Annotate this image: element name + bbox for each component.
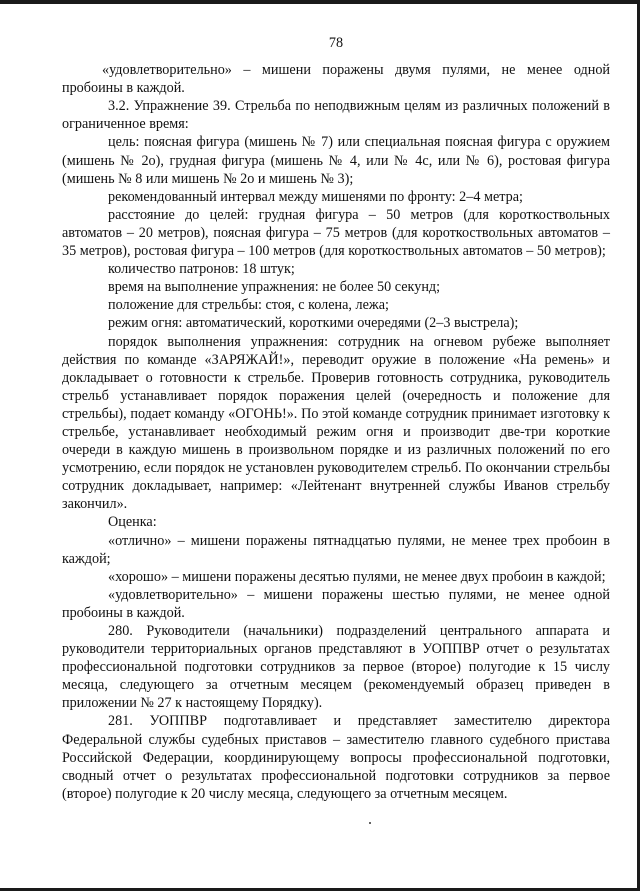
scan-speck	[369, 822, 371, 824]
paragraph: цель: поясная фигура (мишень № 7) или специальная поясная фигура с оружием (мишень № 2о), грудная фигура (мишень № 4, или № 4с, или № 6), ростовая фигура (мишень № 8 или мишень № 2о и мишень № 3);	[62, 134, 610, 187]
document-page	[62, 34, 610, 803]
paragraph: Оценка:	[108, 514, 157, 531]
paragraph: 280. Руководители (начальники) подразделений центрального аппарата и руководители территориальных органов представляют в УОППВР отчет о результатах профессиональной подготовки сотрудников за первое (второе) полугодие к 15 числу месяца, следующего за отчетным месяцем (рекомендуемый образец приведен в приложении № 27 к настоящему Порядку).	[62, 623, 610, 712]
paragraph: 3.2. Упражнение 39. Стрельба по неподвижным целям из различных положений в ограниченное время:	[62, 98, 610, 133]
scan-edge-top	[0, 0, 640, 4]
paragraph: «удовлетворительно» – мишени поражены шестью пулями, не менее одной пробоины в каждой.	[62, 586, 610, 621]
page-number: 78	[328, 35, 344, 51]
paragraph: время на выполнение упражнения: не более 50 секунд;	[108, 279, 441, 296]
paragraph: рекомендованный интервал между мишенями по фронту: 2–4 метра;	[108, 188, 523, 205]
paragraph: «отлично» – мишени поражены пятнадцатью пулями, не менее трех пробоин в каждой;	[62, 532, 610, 567]
paragraph: «хорошо» – мишени поражены десятью пулями, не менее двух пробоин в каждой;	[108, 568, 606, 585]
paragraph: положение для стрельбы: стоя, с колена, лежа;	[108, 297, 389, 314]
paragraph: расстояние до целей: грудная фигура – 50 метров (для короткоствольных автоматов – 20 метров), поясная фигура – 75 метров (для короткоствольных автоматов – 35 метров), ростовая фигура – 100 метров (для короткоствольных автоматов – 50 метров);	[62, 206, 610, 260]
paragraph: режим огня: автоматический, короткими очередями (2–3 выстрела);	[108, 315, 519, 332]
paragraph: количество патронов: 18 штук;	[108, 261, 295, 278]
paragraph: 281. УОППВР подготавливает и представляет заместителю директора Федеральной службы судебных приставов – заместителю главного судебного пристава Российской Федерации, координирующему вопросы профессиональной подготовки, сводный отчет о результатах профессиональной подготовки сотрудников за первое (второе) полугодие к 20 числу месяца, следующего за отчетным месяцем.	[62, 713, 610, 802]
paragraph: «удовлетворительно» – мишени поражены двумя пулями, не менее одной пробоины в каждой.	[62, 62, 610, 97]
paragraph: порядок выполнения упражнения: сотрудник на огневом рубеже выполняет действия по команде «ЗАРЯЖАЙ!», переводит оружие в положение «На ремень» и докладывает о готовности к стрельбе. Проверив готовность сотрудника, руководитель стрельб устанавливает порядок поражения целей (очередность и положение для стрельбы), подает команду «ОГОНЬ!». По этой команде сотрудник принимает изготовку к стрельбе, устанавливает необходимый режим огня и производит две-три короткие очереди в каждую мишень в произвольном порядке и из различных положений по его усмотрению, если порядок не установлен руководителем стрельб. По окончании стрельбы сотрудник докладывает, например: «Лейтенант внутренней службы Иванов стрельбу закончил».	[62, 333, 610, 513]
